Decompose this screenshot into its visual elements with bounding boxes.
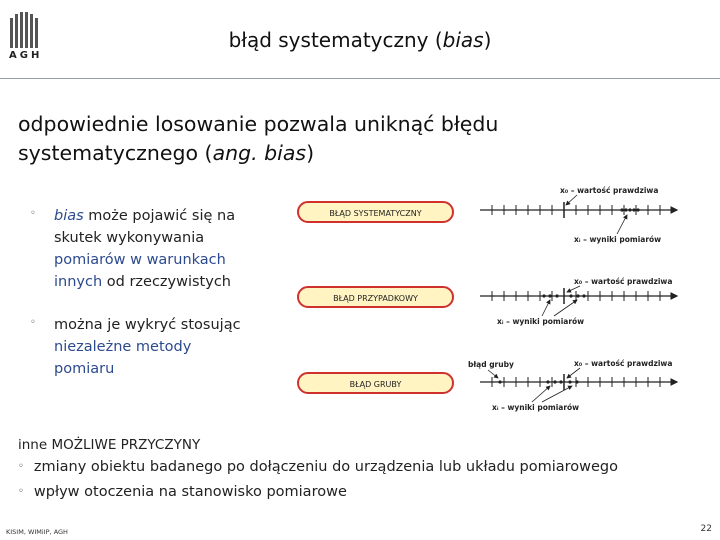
slide-title: błąd systematyczny (bias) [228,28,492,52]
error-types-diagram [292,180,712,415]
x0-label: x₀ – wartość prawdziwa [574,359,673,368]
bullet-marker: ◦ [30,208,36,219]
subtitle-line-2: systematycznego (ang. bias) [18,141,315,165]
bullet-bias-detection: ◦ można je wykryć stosując niezależne metody pomiaru [30,314,270,380]
panel-systematic [298,186,677,244]
cause-item: ◦ zmiany obiektu badanego po dołączeniu do urządzenia lub układu pomiarowego [18,459,618,475]
bullet-bias-cause: ◦ bias może pojawić się na skutek wykonywania pomiarów w warunkach innych od rzeczywistych [30,205,270,293]
x0-label: x₀ – wartość prawdziwa [560,186,659,195]
bullet-marker: ◦ [30,317,36,328]
slide-subtitle [18,110,638,168]
bullet-marker: ◦ [18,486,24,497]
xi-label: xᵢ – wyniki pomiarów [497,317,585,326]
page-number: 22 [700,524,712,534]
panel-gross [298,359,677,412]
other-causes-heading: inne MOŻLIWE PRZYCZYNY [18,437,201,453]
panel-label: BŁĄD GRUBY [349,380,402,389]
x0-label: x₀ – wartość prawdziwa [574,277,673,286]
footer-institution: KISIM, WIMiIP, AGH [6,528,68,536]
xi-label: xᵢ – wyniki pomiarów [574,235,662,244]
logo-text: AGH [9,50,43,61]
panel-label: BŁĄD SYSTEMATYCZNY [329,209,422,218]
panel-random [298,277,677,326]
panel-label: BŁĄD PRZYPADKOWY [333,294,418,303]
subtitle-line-1: odpowiednie losowanie pozwala uniknąć błędu [18,112,499,136]
bullet-marker: ◦ [18,461,24,472]
gross-error-label: błąd gruby [468,360,514,369]
cause-item: ◦ wpływ otoczenia na stanowisko pomiarowe [18,484,347,500]
title-divider [0,78,720,79]
xi-label: xᵢ – wyniki pomiarów [492,403,580,412]
